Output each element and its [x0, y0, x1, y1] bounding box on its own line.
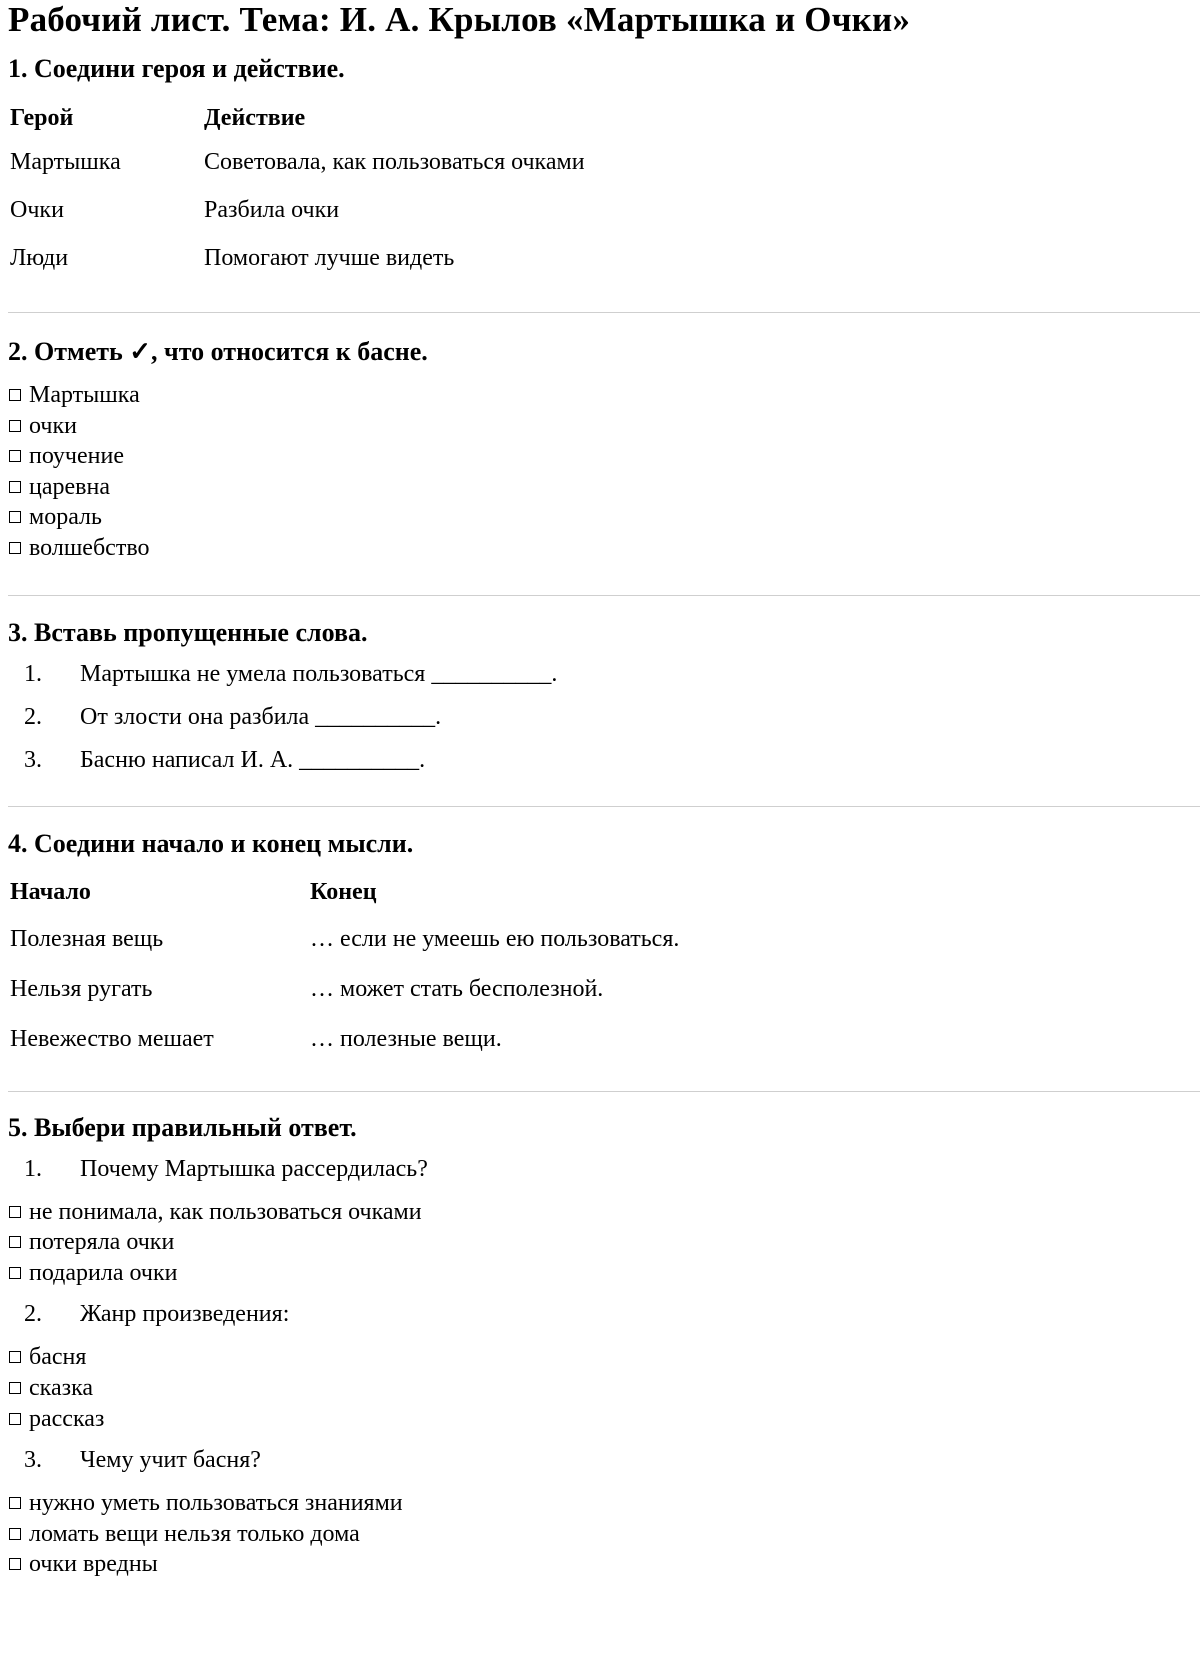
- task-4-start-cell: Невежество мешает: [10, 1026, 214, 1053]
- task-1-header-hero: Герой: [10, 104, 74, 131]
- checkbox-icon[interactable]: [9, 1236, 21, 1248]
- question-block: [8, 1154, 1200, 1289]
- checklist-item[interactable]: волшебство: [8, 533, 1200, 564]
- fill-in-item: 3. Басню написал И. А. __________.: [24, 746, 426, 773]
- question-text: Жанр произведения:: [80, 1301, 290, 1328]
- fill-in-item: 2. От злости она разбила __________.: [24, 703, 442, 730]
- task-4-start-cell: Полезная вещь: [10, 926, 164, 953]
- checkbox-icon[interactable]: [9, 1528, 21, 1540]
- task-2-heading: 2. Отметь ✓, что относится к басне.: [8, 337, 428, 366]
- fill-in-sentence[interactable]: Басню написал И. А. __________.: [80, 746, 426, 773]
- answer-option[interactable]: очки вредны: [8, 1549, 1200, 1580]
- task-4-section: [8, 807, 1200, 1065]
- task-2-section: [8, 313, 1200, 564]
- checkbox-icon[interactable]: [9, 1497, 21, 1509]
- task-4-end-cell: … может стать бесполезной.: [310, 976, 604, 1003]
- answer-options: [8, 1342, 1200, 1434]
- checklist-item[interactable]: Мартышка: [8, 380, 1200, 411]
- checkbox-icon[interactable]: [9, 389, 21, 401]
- task-1-hero-cell: Очки: [10, 196, 64, 223]
- checkbox-icon[interactable]: [9, 1267, 21, 1279]
- task-1-action-cell: Разбила очки: [204, 196, 340, 223]
- checkbox-icon[interactable]: [9, 1382, 21, 1394]
- task-4-heading: 4. Соедини начало и конец мысли.: [8, 828, 414, 858]
- checkbox-icon[interactable]: [9, 481, 21, 493]
- task-1-action-cell: Помогают лучше видеть: [204, 244, 455, 271]
- task-4-header-end: Конец: [310, 879, 377, 906]
- checkbox-icon[interactable]: [9, 511, 21, 523]
- question-block: [8, 1299, 1200, 1434]
- task-3-section: [8, 596, 1200, 788]
- checkbox-icon[interactable]: [9, 450, 21, 462]
- checkbox-icon[interactable]: [9, 420, 21, 432]
- checklist-item[interactable]: очки: [8, 411, 1200, 442]
- task-5-section: [8, 1092, 1200, 1580]
- checklist-item[interactable]: поучение: [8, 441, 1200, 472]
- answer-options: [8, 1197, 1200, 1289]
- answer-options: [8, 1488, 1200, 1580]
- task-4-start-cell: Нельзя ругать: [10, 976, 153, 1003]
- question-line: 2. Жанр произведения:: [24, 1301, 290, 1328]
- task-3-fill-in-list: [8, 659, 1200, 788]
- checkbox-icon[interactable]: [9, 1413, 21, 1425]
- task-1-header-action: Действие: [204, 104, 306, 131]
- checklist-item[interactable]: мораль: [8, 502, 1200, 533]
- fill-in-item: 1. Мартышка не умела пользоваться __________.: [24, 660, 558, 687]
- answer-option[interactable]: ломать вещи нельзя только дома: [8, 1519, 1200, 1550]
- task-4-match-table: [8, 871, 679, 1065]
- checklist-item[interactable]: царевна: [8, 472, 1200, 503]
- checkbox-icon[interactable]: [9, 1206, 21, 1218]
- task-1-section: [8, 44, 1200, 282]
- task-1-match-table: [8, 98, 585, 282]
- task-1-hero-cell: Мартышка: [10, 148, 121, 175]
- task-4-end-cell: … полезные вещи.: [310, 1026, 502, 1053]
- answer-option[interactable]: нужно уметь пользоваться знаниями: [8, 1488, 1200, 1519]
- task-3-heading: 3. Вставь пропущенные слова.: [8, 617, 368, 647]
- task-5-heading: 5. Выбери правильный ответ.: [8, 1112, 357, 1142]
- checkbox-icon[interactable]: [9, 1558, 21, 1570]
- task-1-heading: 1. Соедини героя и действие.: [8, 54, 345, 83]
- question-block: [8, 1445, 1200, 1580]
- fill-in-sentence[interactable]: Мартышка не умела пользоваться __________.: [80, 660, 558, 687]
- page-title: Рабочий лист. Тема: И. А. Крылов «Мартышка и Очки»: [8, 0, 911, 39]
- question-line: 1. Почему Мартышка рассердилась?: [24, 1155, 428, 1182]
- task-1-hero-cell: Люди: [10, 244, 69, 271]
- answer-option[interactable]: рассказ: [8, 1404, 1200, 1435]
- checkbox-icon[interactable]: [9, 542, 21, 554]
- fill-in-sentence[interactable]: От злости она разбила __________.: [80, 703, 442, 730]
- task-4-end-cell: … если не умеешь ею пользоваться.: [310, 926, 680, 953]
- answer-option[interactable]: сказка: [8, 1373, 1200, 1404]
- question-text: Чему учит басня?: [80, 1447, 261, 1474]
- answer-option[interactable]: не понимала, как пользоваться очками: [8, 1197, 1200, 1228]
- question-text: Почему Мартышка рассердилась?: [80, 1155, 428, 1182]
- answer-option[interactable]: басня: [8, 1342, 1200, 1373]
- task-1-action-cell: Советовала, как пользоваться очками: [204, 148, 585, 175]
- task-2-checklist: [8, 380, 1200, 564]
- answer-option[interactable]: потеряла очки: [8, 1227, 1200, 1258]
- task-4-header-start: Начало: [10, 879, 91, 906]
- question-line: 3. Чему учит басня?: [24, 1447, 261, 1474]
- checkbox-icon[interactable]: [9, 1351, 21, 1363]
- answer-option[interactable]: подарила очки: [8, 1258, 1200, 1289]
